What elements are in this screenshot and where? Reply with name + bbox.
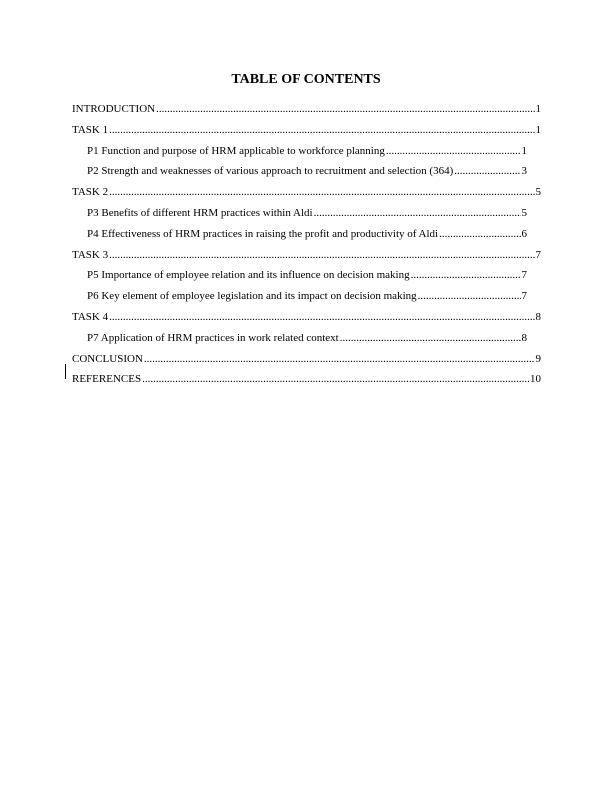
toc-entry-label: TASK 3 [72, 248, 109, 261]
toc-entry-label: CONCLUSION [72, 352, 143, 365]
toc-entry-label: P4 Effectiveness of HRM practices in raising the profit and productivity of Aldi [87, 227, 439, 240]
toc-entry-p6[interactable] [87, 289, 527, 310]
toc-entry-task-2[interactable] [72, 185, 541, 206]
dot-leader [109, 123, 534, 137]
dot-leader [454, 164, 520, 178]
dot-leader [418, 289, 521, 303]
toc-entry-page: 7 [521, 269, 527, 282]
dot-leader [156, 102, 534, 116]
toc-entry-label: INTRODUCTION [72, 103, 156, 115]
dot-leader [314, 206, 521, 220]
toc-entry-page: 5 [535, 186, 541, 199]
toc-entry-label: TASK 4 [72, 310, 109, 323]
toc-entry-p3[interactable] [87, 206, 527, 227]
toc-entry-conclusion[interactable] [72, 352, 541, 373]
dot-leader [439, 227, 520, 241]
dot-leader [340, 331, 521, 345]
toc-entry-p2[interactable] [87, 164, 527, 185]
toc-entry-label: P6 Key element of employee legislation and its impact on decision making [87, 290, 417, 303]
dot-leader [109, 310, 534, 324]
toc-entry-p1[interactable] [87, 144, 527, 165]
text-cursor[interactable] [65, 364, 66, 379]
dot-leader [386, 144, 521, 158]
toc-heading: TABLE OF CONTENTS [231, 72, 381, 87]
dot-leader [144, 352, 535, 366]
toc-entry-p7[interactable] [87, 331, 527, 352]
toc-entry-label: P1 Function and purpose of HRM applicable to workforce planning [87, 144, 385, 157]
toc-entry-page: 9 [535, 352, 541, 365]
toc-entry-page: 8 [521, 331, 527, 344]
dot-leader [411, 268, 521, 282]
toc-entry-label: P5 Importance of employee relation and its influence on decision making [87, 269, 410, 282]
dot-leader [109, 248, 534, 262]
toc-entry-label: TASK 1 [72, 123, 109, 136]
toc-entry-page: 8 [535, 310, 541, 323]
toc-entry-label: P2 Strength and weaknesses of various approach to recruitment and selection (364) [87, 165, 454, 178]
toc-entry-page: 5 [521, 206, 527, 219]
toc-entry-task-4[interactable] [72, 310, 541, 331]
toc-entry-label: REFERENCES [72, 373, 142, 386]
toc-entry-p5[interactable] [87, 268, 527, 289]
toc-entry-label: P7 Application of HRM practices in work related context [87, 331, 339, 344]
dot-leader [142, 372, 529, 386]
toc-entry-task-3[interactable] [72, 248, 541, 269]
toc-entry-page: 1 [521, 144, 527, 157]
table-of-contents [72, 102, 541, 393]
toc-entry-p4[interactable] [87, 227, 527, 248]
toc-entry-task-1[interactable] [72, 123, 541, 144]
toc-entry-label: P3 Benefits of different HRM practices within Aldi [87, 206, 313, 219]
toc-entry-label: TASK 2 [72, 186, 109, 199]
toc-entry-page: 6 [521, 227, 527, 240]
toc-entry-introduction[interactable] [72, 102, 541, 123]
dot-leader [109, 185, 534, 199]
toc-entry-page: 7 [535, 248, 541, 261]
toc-entry-page: 7 [521, 290, 527, 303]
toc-entry-references[interactable] [72, 372, 541, 393]
toc-entry-page: 1 [535, 103, 541, 115]
toc-entry-page: 3 [521, 165, 527, 178]
toc-entry-page: 10 [530, 373, 541, 386]
toc-entry-page: 1 [535, 123, 541, 136]
